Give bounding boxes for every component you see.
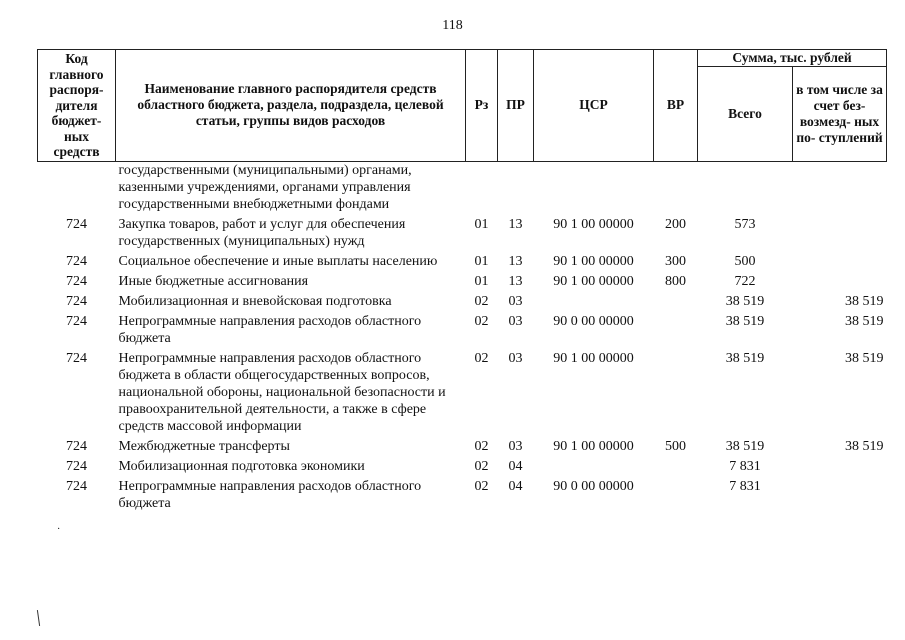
table-row xyxy=(38,270,887,290)
cell-pr: 03 xyxy=(508,350,523,366)
cell-rz: 02 xyxy=(474,458,489,474)
cell-code: 724 xyxy=(66,293,87,309)
cell-vr xyxy=(654,290,698,310)
cell-total: 38 519 xyxy=(725,438,765,454)
cell-free: 38 519 xyxy=(845,293,884,309)
table-row xyxy=(38,250,887,270)
continuation-text: государственными (муниципальными) органами, казенными учреждениями, органами управления государственными внебюджетными фондами xyxy=(118,162,412,212)
cell-free xyxy=(793,270,887,290)
cell-name: Мобилизационная и вневойсковая подготовка xyxy=(118,293,392,309)
cell-total: 7 831 xyxy=(729,478,761,494)
cell-free xyxy=(793,475,887,512)
cell-name: Закупка товаров, работ и услуг для обеспечения государственных (муниципальных) нужд xyxy=(118,216,406,249)
cell-vr: 300 xyxy=(665,253,686,269)
cell-vr: 800 xyxy=(665,273,686,289)
cell-pr: 04 xyxy=(508,478,523,494)
header-code: Код главного распоря- дителя бюджет- ных средств xyxy=(38,50,116,162)
cell-code: 724 xyxy=(66,253,87,269)
cell-free xyxy=(793,213,887,250)
cell-csr xyxy=(534,290,654,310)
cell-name: Социальное обеспечение и иные выплаты населению xyxy=(118,253,438,269)
cell-name: Мобилизационная подготовка экономики xyxy=(118,458,365,474)
cell-code: 724 xyxy=(66,313,87,329)
cell-pr: 13 xyxy=(508,216,523,232)
header-rz: Рз xyxy=(466,50,498,162)
cell-pr: 03 xyxy=(508,293,523,309)
cell-vr xyxy=(654,475,698,512)
header-free: в том числе за счет без- возмезд- ных по- ступлений xyxy=(793,67,887,162)
cell-code: 724 xyxy=(66,273,87,289)
cell-csr: 90 1 00 00000 xyxy=(553,253,634,269)
budget-table xyxy=(37,49,887,512)
stray-dot-mark: · xyxy=(57,524,61,535)
cell-vr xyxy=(654,455,698,475)
cell-free xyxy=(793,455,887,475)
cell-total: 38 519 xyxy=(725,350,765,366)
cell-name: Межбюджетные трансферты xyxy=(118,438,290,454)
cell-vr xyxy=(654,310,698,347)
cell-code: 724 xyxy=(66,216,87,232)
cell-csr xyxy=(534,455,654,475)
header-name: Наименование главного распорядителя средств областного бюджета, раздела, подраздела, целевой статьи, группы видов расходов xyxy=(116,50,466,162)
cell-csr: 90 1 00 00000 xyxy=(553,350,634,366)
table-row xyxy=(38,310,887,347)
cell-total: 722 xyxy=(734,273,756,289)
cell-free: 38 519 xyxy=(845,438,884,454)
table-row xyxy=(38,347,887,435)
cell-vr xyxy=(654,347,698,435)
cell-total: 500 xyxy=(734,253,756,269)
cell-csr: 90 1 00 00000 xyxy=(553,438,634,454)
header-vr: ВР xyxy=(654,50,698,162)
stray-edge-mark xyxy=(37,610,40,626)
header-total: Всего xyxy=(698,67,793,162)
cell-name: Непрограммные направления расходов областного бюджета xyxy=(118,478,422,511)
table-row xyxy=(38,475,887,512)
table-row xyxy=(38,455,887,475)
header-pr: ПР xyxy=(498,50,534,162)
page-number: 118 xyxy=(442,18,463,33)
table-row xyxy=(38,290,887,310)
cell-code: 724 xyxy=(66,458,87,474)
cell-name: Непрограммные направления расходов областного бюджета в области общегосударственных вопросов, национальной обороны, национальной безопасности и правоохранительной деятельности, а также в сфере средств массовой информации xyxy=(118,350,446,434)
cell-csr: 90 0 00 00000 xyxy=(553,313,634,329)
cell-code: 724 xyxy=(66,438,87,454)
table-row xyxy=(38,435,887,455)
cell-csr: 90 1 00 00000 xyxy=(553,216,634,232)
cell-pr: 13 xyxy=(508,273,523,289)
continuation-row xyxy=(38,161,887,213)
cell-csr: 90 0 00 00000 xyxy=(553,478,634,494)
cell-free: 38 519 xyxy=(845,313,884,329)
cell-name: Иные бюджетные ассигнования xyxy=(118,273,309,289)
cell-pr: 13 xyxy=(508,253,523,269)
header-sum: Сумма, тыс. рублей xyxy=(698,50,887,67)
cell-rz: 02 xyxy=(474,350,489,366)
cell-pr: 04 xyxy=(508,458,523,474)
cell-rz: 01 xyxy=(474,253,489,269)
cell-total: 38 519 xyxy=(725,313,765,329)
cell-pr: 03 xyxy=(508,438,523,454)
cell-vr: 500 xyxy=(665,438,686,454)
cell-total: 38 519 xyxy=(725,293,765,309)
cell-total: 7 831 xyxy=(729,458,761,474)
cell-rz: 02 xyxy=(474,313,489,329)
cell-free xyxy=(793,250,887,270)
cell-csr: 90 1 00 00000 xyxy=(553,273,634,289)
cell-free: 38 519 xyxy=(845,350,884,366)
cell-rz: 02 xyxy=(474,438,489,454)
cell-vr: 200 xyxy=(665,216,686,232)
cell-name: Непрограммные направления расходов областного бюджета xyxy=(118,313,422,346)
cell-rz: 01 xyxy=(474,273,489,289)
cell-rz: 02 xyxy=(474,478,489,494)
cell-code: 724 xyxy=(66,350,87,366)
cell-rz: 01 xyxy=(474,216,489,232)
cell-pr: 03 xyxy=(508,313,523,329)
cell-rz: 02 xyxy=(474,293,489,309)
cell-total: 573 xyxy=(734,216,756,232)
cell-code: 724 xyxy=(66,478,87,494)
header-csr: ЦСР xyxy=(534,50,654,162)
table-row xyxy=(38,213,887,250)
